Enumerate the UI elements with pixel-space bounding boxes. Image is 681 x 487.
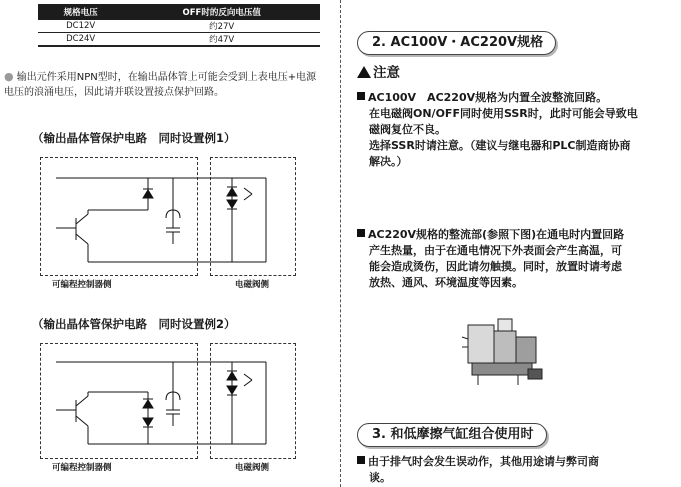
para1-line3: 磁阀复位不良。 <box>369 123 446 136</box>
para-heat-warning <box>357 227 624 291</box>
table-cell: DC12V <box>38 20 123 33</box>
square-bullet-icon <box>357 456 365 464</box>
figure2-label-plc: 可编程控制器侧 <box>52 463 112 473</box>
warning-icon <box>357 66 371 78</box>
figure2-title: （输出晶体管保护电路 同时设置例2） <box>32 317 236 331</box>
para1-line5: 解决。） <box>369 155 408 168</box>
npn-note-text: 输出元件采用NPN型时，在输出晶体管上可能会受到上表电压+电源电压的浪涌电压，因此请并联设置接点保护回路。 <box>4 72 317 98</box>
column-divider <box>340 0 341 487</box>
figure1-label-plc: 可编程控制器侧 <box>52 280 112 290</box>
para3-line1: 由于排气时会发生误动作，其他用途请与弊司商 <box>368 455 599 468</box>
caution-label: 注意 <box>373 65 400 81</box>
figure1-title: （输出晶体管保护电路 同时设置例1） <box>32 131 236 145</box>
table-cell: 约27V <box>123 20 320 33</box>
table-header-reverse-voltage: OFF时的反向电压值 <box>123 4 320 20</box>
circuit-diagram-2 <box>0 0 340 487</box>
section2-heading: 2. AC100V・AC220V规格 <box>357 31 556 55</box>
table-cell: 约47V <box>123 33 320 47</box>
para-full-wave <box>357 90 638 170</box>
table-header-voltage: 规格电压 <box>38 4 123 20</box>
para2-line4: 放热、通风、环境温度等因素。 <box>369 276 523 289</box>
para2-line1: AC220V规格的整流部(参照下图)在通电时内置回路 <box>368 228 625 241</box>
figure2-label-valve: 电磁阀侧 <box>235 463 270 473</box>
rectifier-device-image <box>458 317 554 389</box>
para1-line2: 在电磁阀ON/OFF同时使用SSR时，此时可能会导致电 <box>369 107 638 120</box>
para3-line2: 谈。 <box>369 471 391 484</box>
square-bullet-icon <box>357 229 365 237</box>
section3-heading: 3. 和低摩擦气缸组合使用时 <box>357 423 547 447</box>
para-low-friction <box>357 454 599 486</box>
square-bullet-icon <box>357 92 365 100</box>
figure1-label-valve: 电磁阀侧 <box>235 280 270 290</box>
caution-heading <box>357 61 400 81</box>
para2-line2: 产生热量，由于在通电情况下外表面会产生高温，可 <box>369 244 622 257</box>
table-cell: DC24V <box>38 33 123 47</box>
para2-line3: 能会造成烫伤，因此请勿触摸。同时，放置时请考虑 <box>369 260 622 273</box>
para1-line1: AC100V AC220V规格为内置全波整流回路。 <box>368 91 608 104</box>
circle-bullet-icon: ● <box>4 70 14 83</box>
para1-line4: 选择SSR时请注意。（建议与继电器和PLC制造商协商 <box>369 139 631 152</box>
